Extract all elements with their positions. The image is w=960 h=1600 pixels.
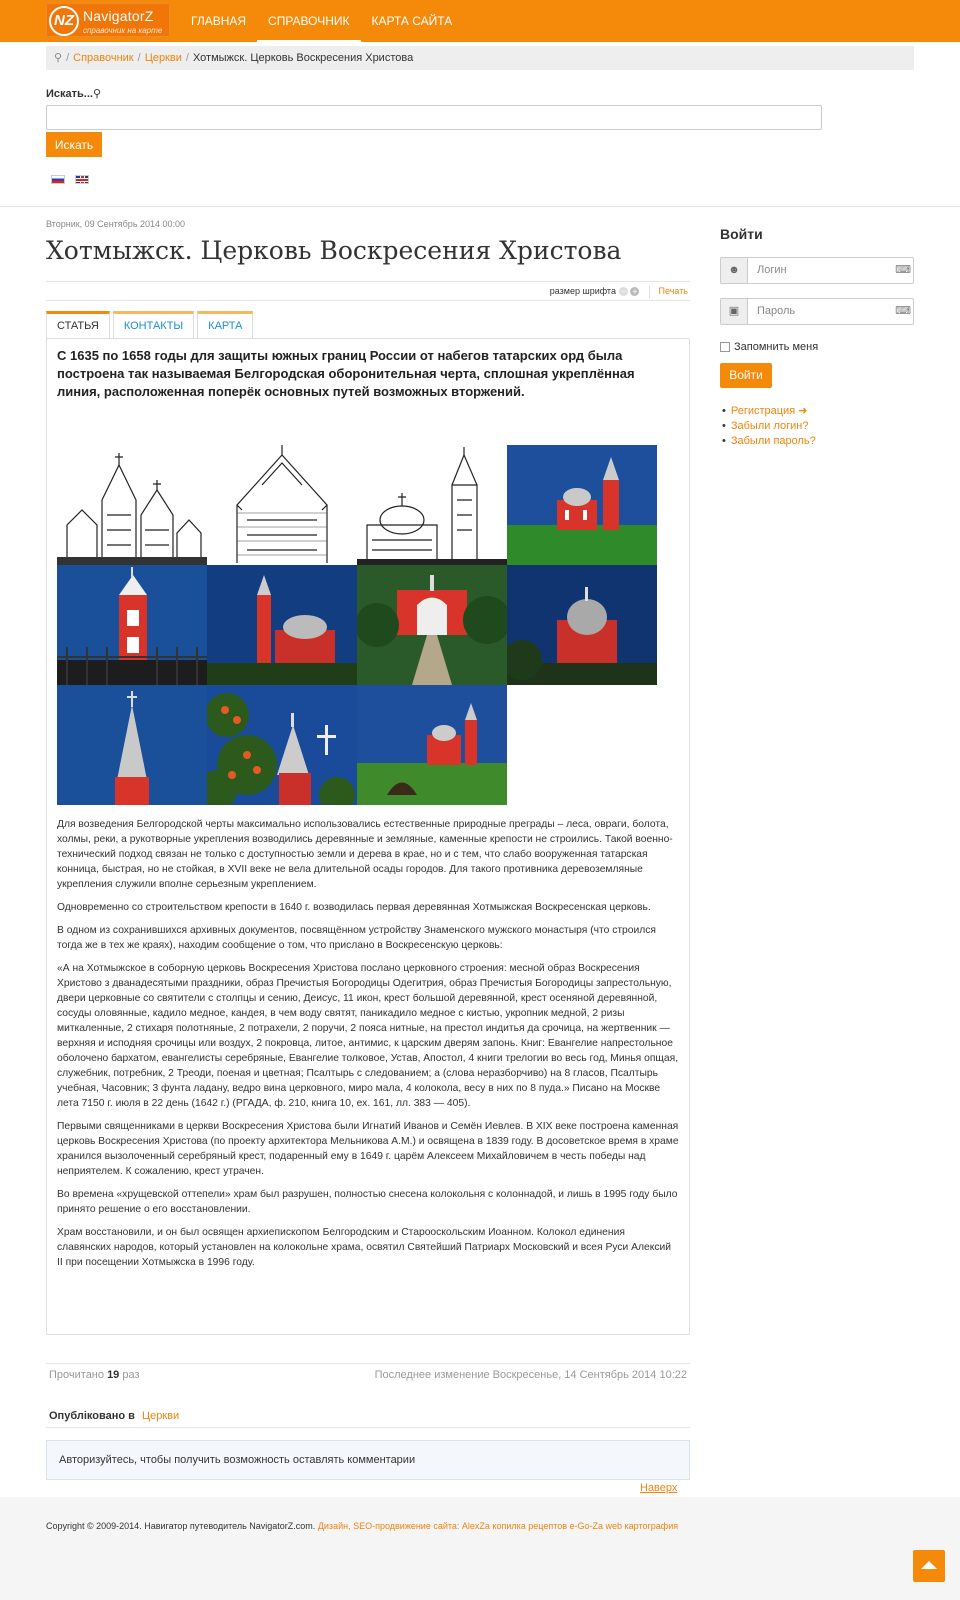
article-date: Вторник, 09 Сентябрь 2014 00:00 [46,219,186,229]
user-icon: ☻ [721,258,748,283]
footer-copyright: Copyright © 2009-2014. Навигатор путеводитель NavigatorZ.com. Дизайн, SEO-продвижение сайта: AlexZa копилка рецептов e-Go-Za web картография [46,1521,679,1531]
article-tabs [46,311,253,339]
breadcrumb-churches[interactable]: Церкви [144,52,182,64]
category-link[interactable]: Церкви [141,1410,180,1422]
photo-gallery [57,445,665,805]
lock-icon: ▣ [721,299,748,324]
gallery-photo[interactable] [357,565,507,685]
nav-directory[interactable]: СПРАВОЧНИК [257,0,360,42]
back-to-top-link[interactable]: Наверх [640,1482,678,1494]
password-field[interactable]: ▣ Пароль ⌨ [720,298,914,325]
gallery-photo[interactable] [207,685,357,805]
list-item [722,404,816,419]
gallery-photo[interactable] [207,445,357,565]
published-in: Опубліковано в Церкви [49,1410,180,1422]
breadcrumb-current: Хотмыжск. Церковь Воскресения Христова [192,52,414,64]
gallery-photo[interactable] [507,565,657,685]
russian-flag-icon[interactable] [51,175,65,184]
hits-counter: Прочитано 19 раз [49,1369,140,1381]
search-button[interactable]: Искать [46,132,102,157]
nav-home[interactable]: ГЛАВНАЯ [191,14,247,28]
login-title: Войти [720,226,763,242]
keyboard-icon[interactable]: ⌨ [895,264,911,276]
gallery-photo[interactable] [57,685,207,805]
tab-article[interactable]: СТАТЬЯ [46,311,110,339]
location-pin-icon[interactable]: ⚲ [54,52,63,64]
last-modified: Последнее изменение Воскресенье, 14 Сентябрь 2014 10:22 [374,1369,687,1381]
english-flag-icon[interactable] [75,175,89,184]
breadcrumb-separator: / [185,52,189,64]
article-paragraph: Для возведения Белгородской черты максимально использовались естественные природные преграды – леса, овраги, болота, холмы, реки, а рукотворные укрепления возводились деревянные и земляные, каменные крепости не строились. Такой военно-технический подход связан не только с доступностью земли и дерева в крае, но и с тем, что слабо вооруженная татарская конница, быстрая, но не стойкая, в XVII веке не вела длительной осады городов. Для такого противника деревоземляные укрепления служили вполне серьезным укреплением. [57,819,673,890]
forgot-password-link[interactable]: Забыли пароль? [730,435,816,447]
tab-contacts[interactable]: КОНТАКТЫ [113,311,194,339]
search-input[interactable] [46,105,822,130]
list-item [722,419,816,434]
breadcrumb-separator: / [137,52,141,64]
gallery-photo[interactable] [507,445,657,565]
remember-me[interactable]: Запомнить меня [720,341,818,353]
article-meta [46,1363,690,1385]
list-item [722,434,816,449]
article-paragraph: Храм восстановили, и он был освящен архиепископом Белгородским и Старооскольским Иоанном. Колокол единения славянских народов, который установлен на колокольне храма, освятил Святейший Патриарх Московский и всея Руси Алексий II при посещении Хотмыжска в 1996 году. [57,1227,672,1268]
logo-subtitle: справочник на карте [83,26,163,35]
scroll-top-button[interactable] [913,1550,945,1582]
search-label: Искать...⚲ [46,88,102,100]
arrow-right-icon: ➜ [798,405,808,417]
gallery-photo[interactable] [357,445,507,565]
breadcrumb-separator: / [66,52,70,64]
footer-credits-link[interactable]: Дизайн, SEO-продвижение сайта: AlexZa копилка рецептов e-Go-Za web картография [317,1521,679,1531]
login-button[interactable]: Войти [720,363,772,388]
article-paragraph: Одновременно со строительством крепости в 1640 г. возводилась первая деревянная Хотмыжская Воскресенская церковь. [57,902,651,913]
register-link[interactable]: Регистрация [730,405,796,417]
article-content [46,338,690,1335]
gallery-photo[interactable] [57,565,207,685]
forgot-login-link[interactable]: Забыли логин? [730,420,809,432]
article-lead: С 1635 по 1658 годы для защиты южных границ России от набегов татарских орд была построена так называемая Белгородская оборонительная черта, сплошная укреплённая линия, расположенная поперёк основных путей возможных вторжений. [57,348,635,399]
article-body [57,817,679,1278]
print-link[interactable]: Печать [658,286,688,296]
nav-sitemap[interactable]: КАРТА САЙТА [371,14,453,28]
font-increase-icon[interactable]: + [630,287,639,296]
keyboard-icon[interactable]: ⌨ [895,305,911,317]
tab-map[interactable]: КАРТА [197,311,253,339]
logo-title: NavigatorZ [83,8,154,24]
username-field[interactable]: ☻ Логин ⌨ [720,257,914,284]
article-paragraph: Во времена «хрущевской оттепели» храм был разрушен, полностью снесена колокольня с колоннадой, и лишь в 1995 году было принято решение о его восстановлении. [57,1189,678,1215]
top-navbar [0,0,960,42]
footer [0,1497,960,1600]
published-divider [46,1427,690,1428]
login-links [722,404,816,449]
article-paragraph: В одном из сохранившихся архивных документов, посвящённом устройству Знаменского мужского монастыря (что строился тогда же в тех же краях), находим сообщение о том, что прислано в Воскресенскую церковь: [57,925,656,951]
gallery-photo[interactable] [207,565,357,685]
breadcrumb [46,46,914,70]
site-logo[interactable] [46,3,170,37]
remember-checkbox[interactable] [720,342,730,352]
gallery-photo[interactable] [357,685,507,805]
main-nav [180,0,463,42]
font-decrease-icon[interactable]: − [619,287,628,296]
search-icon: ⚲ [92,88,102,100]
font-size-label: размер шрифта [549,286,616,296]
article-paragraph: «А на Хотмыжское в соборную церковь Воскресения Христова послано церковного строения: месной образ Воскресения Христово з дванадесятыми праздники, образ Пречистыя Богородицы Одегитрия, образ Пречистыя Богородицы запрестольную, двери церковные со святители с столпцы и сению, Деисус, 11 икон, крест большой деревянной, крест осеняной деревянной, сосуды оловянные, кадило медное, кандея, в чем воду святят, паникадило медное с кистью, укропник медной, 2 ризы миткаленные, 2 стихаря полотняные, 2 потрахели, 2 поручи, 2 пояса нитные, на престол индитья да срочица, на жертвенник — верхняя и исподняя срочицы или воздух, 2 покровца, литое, антимис, к царским дверям запонь. Книг: Евангелие напрестольное оболочено бархатом, евангелисты серебряные, Евангелие толковое, Устав, Апостол, 4 книги трелогии во весь год, Минья опщая, служебник, потребник, 2 Треоди, поеная и цветная; Псалтырь с следованием; а (слова неразборчиво) на 8 гласов, Псалтырь учебная, Часовник; 3 фунта ладану, ведро вина церковного, миро мала, 4 колокола, весу в них по 8 пуда.» Писано на Москве лета 7150 г. июля в 22 день (1642 г.) (РГАДА, ф. 210, книга 10, ех. 161, лл. 383 — 405). [57,963,679,1109]
logo-mark: NZ [49,6,79,36]
article-tools [46,281,690,301]
article-paragraph: Первыми священниками в церкви Воскресения Христова были Игнатий Иванов и Семён Иевлев. В XIX веке построена каменная церковь Воскресения Христова (по проекту архитектора Мельникова А.М.) и освящена в 1839 году. В досоветское время в храме хранился вызолоченный серебряный крест, подаренный ему в 1649 г. царём Алексеем Михайловичем в честь победы над неприятелем. К сожалению, крест утрачен. [57,1121,679,1177]
header-divider [0,206,960,207]
comment-notice: Авторизуйтесь, чтобы получить возможность оставлять комментарии [46,1440,690,1480]
breadcrumb-directory[interactable]: Справочник [73,52,134,64]
page-title: Хотмыжск. Церковь Воскресения Христова [46,236,622,265]
gallery-photo[interactable] [57,445,207,565]
tools-separator [649,286,650,298]
